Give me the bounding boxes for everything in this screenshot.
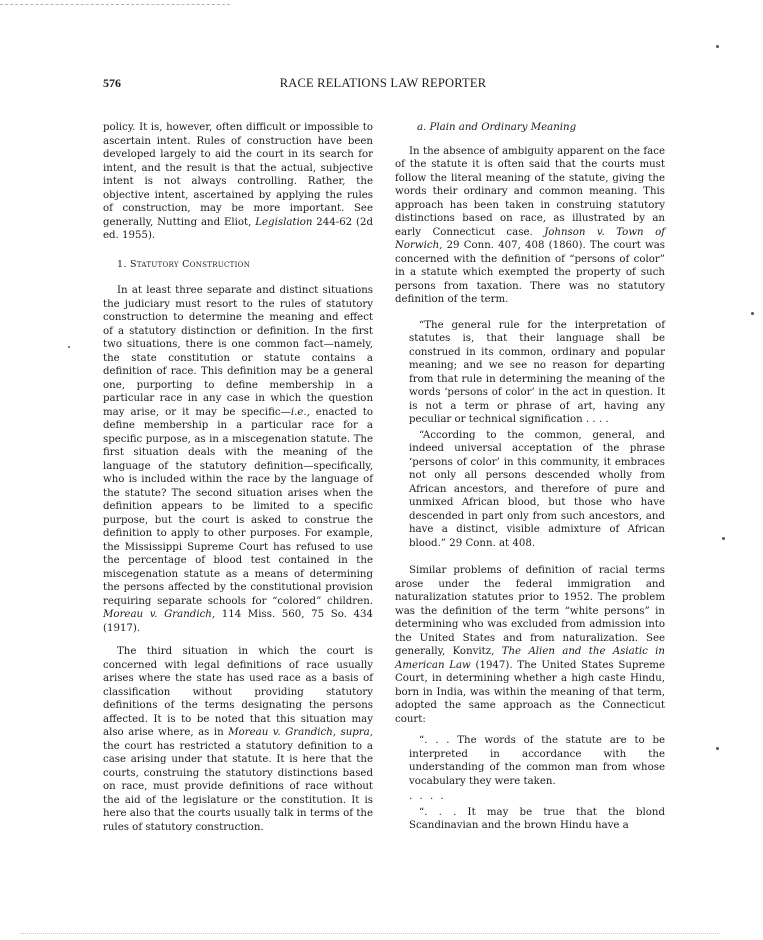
block-quote: [409, 319, 665, 551]
paragraph: In at least three separate and distinct situations the judiciary must resort to the rules of statutory construction to determine the meaning and effect of a statutory distinction or definition. In the first two situations, there is one common fact—namely, the state constitution or statute contains a definition of race. This definition may be a general one, purporting to define membership in a particular race in any case in which the question may arise, or it may be specific—i.e., enacted to define membership in a particular race for a specific purpose, as in a miscegenation statute. The first situation deals with the meaning of the language of the statutory definition—specifically, who is included within the race by the language of the statute? The second situation arises when the definition appears to be limited to a specific purpose, but the court is asked to construe the definition to apply to other purposes. For example, the Mississippi Supreme Court has refused to use the percentage of blood test contained in the miscegenation statute as a means of determining the persons affected by the constitutional provision requiring separate schools for “colored” children. Moreau v. Grandich, 114 Miss. 560, 75 So. 434 (1917).: [103, 285, 373, 634]
scan-speck: [751, 312, 754, 315]
bottom-scan-edge: [20, 933, 720, 934]
section-heading: 1. Statutory Construction: [117, 258, 251, 270]
top-dashed-rule: [0, 4, 230, 5]
scan-speck: [68, 346, 70, 348]
quote-paragraph: “According to the common, general, and indeed universal acceptation of the phrase ‘persons of color’ in this community, it embraces not only all persons descended wholly from African ancestors, and therefore of pure and unmixed African blood, but those who have descended in part only from such ancestors, and have a distinct, visible admixture of African blood.” 29 Conn. at 408.: [409, 429, 665, 549]
quote-ellipsis: . . . .: [409, 791, 446, 802]
running-head: RACE RELATIONS LAW REPORTER: [279, 76, 487, 90]
scan-speck: [716, 45, 719, 48]
right-column: [395, 121, 665, 847]
scan-speck: [722, 537, 725, 540]
sub-heading: a. Plain and Ordinary Meaning: [417, 122, 577, 133]
quote-paragraph: “The general rule for the interpretation of statutes is, that their language shall be construed in its common, ordinary and popular meaning; and we see no reason for departing from that rule in determining the meaning of the words ‘persons of color’ in the act in question. It is not a term or phrase of art, having any peculiar or technical signification . . . .: [409, 319, 665, 425]
paragraph: In the absence of ambiguity apparent on the face of the statute it is often said that the courts must follow the literal meaning of the statute, giving the words their ordinary and common meaning. This approach has been taken in construing statutory distinctions based on race, as illustrated by an early Connecticut case. Johnson v. Town of Norwich, 29 Conn. 407, 408 (1860). The court was concerned with the definition of “persons of color” in a statute which exempted the property of such persons from taxation. There was no statutory definition of the term.: [395, 145, 665, 305]
paragraph: The third situation in which the court is concerned with legal definitions of race usually arises where the state has used race as a basis of classification without providing statutory definitions of the terms designating the persons affected. It is to be noted that this situation may also arise where, as in Moreau v. Grandich, supra, the court has restricted a statutory definition to a case arising under that statute. It is here that the courts, construing the statutory distinctions based on race, must provide definitions of race without the aid of the legislature or the constitution. It is here also that the courts usually talk in terms of the rules of statutory construction.: [103, 646, 373, 833]
quote-paragraph: “. . . The words of the statute are to be interpreted in accordance with the understanding of the common man from whose vocabulary they were taken.: [409, 735, 665, 787]
quote-paragraph: “. . . It may be true that the blond Scandinavian and the brown Hindu have a: [409, 806, 665, 831]
left-column: [103, 121, 373, 834]
block-quote: [409, 734, 665, 833]
paragraph: Similar problems of definition of racial terms arose under the federal immigration and naturalization statutes prior to 1952. The problem was the definition of the term “white persons” in determining who was excluded from admission into the United States and from naturalization. See generally, Konvitz, The Alien and the Asiatic in American Law (1947). The United States Supreme Court, in determining whether a high caste Hindu, born in India, was within the meaning of that term, adopted the same approach as the Connecticut court:: [395, 565, 665, 725]
page-header: [103, 76, 663, 92]
paragraph: policy. It is, however, often difficult or impossible to ascertain intent. Rules of construction have been developed largely to aid the court in its search for intent, and the result is that the actual, subjective intent is not always controlling. Rather, the objective intent, ascertained by applying the rules of construction, may be more important. See generally, Nutting and Eliot, Legislation 244-62 (2d ed. 1955).: [103, 122, 373, 241]
scan-speck: [716, 747, 719, 750]
page-number: 576: [103, 76, 121, 90]
